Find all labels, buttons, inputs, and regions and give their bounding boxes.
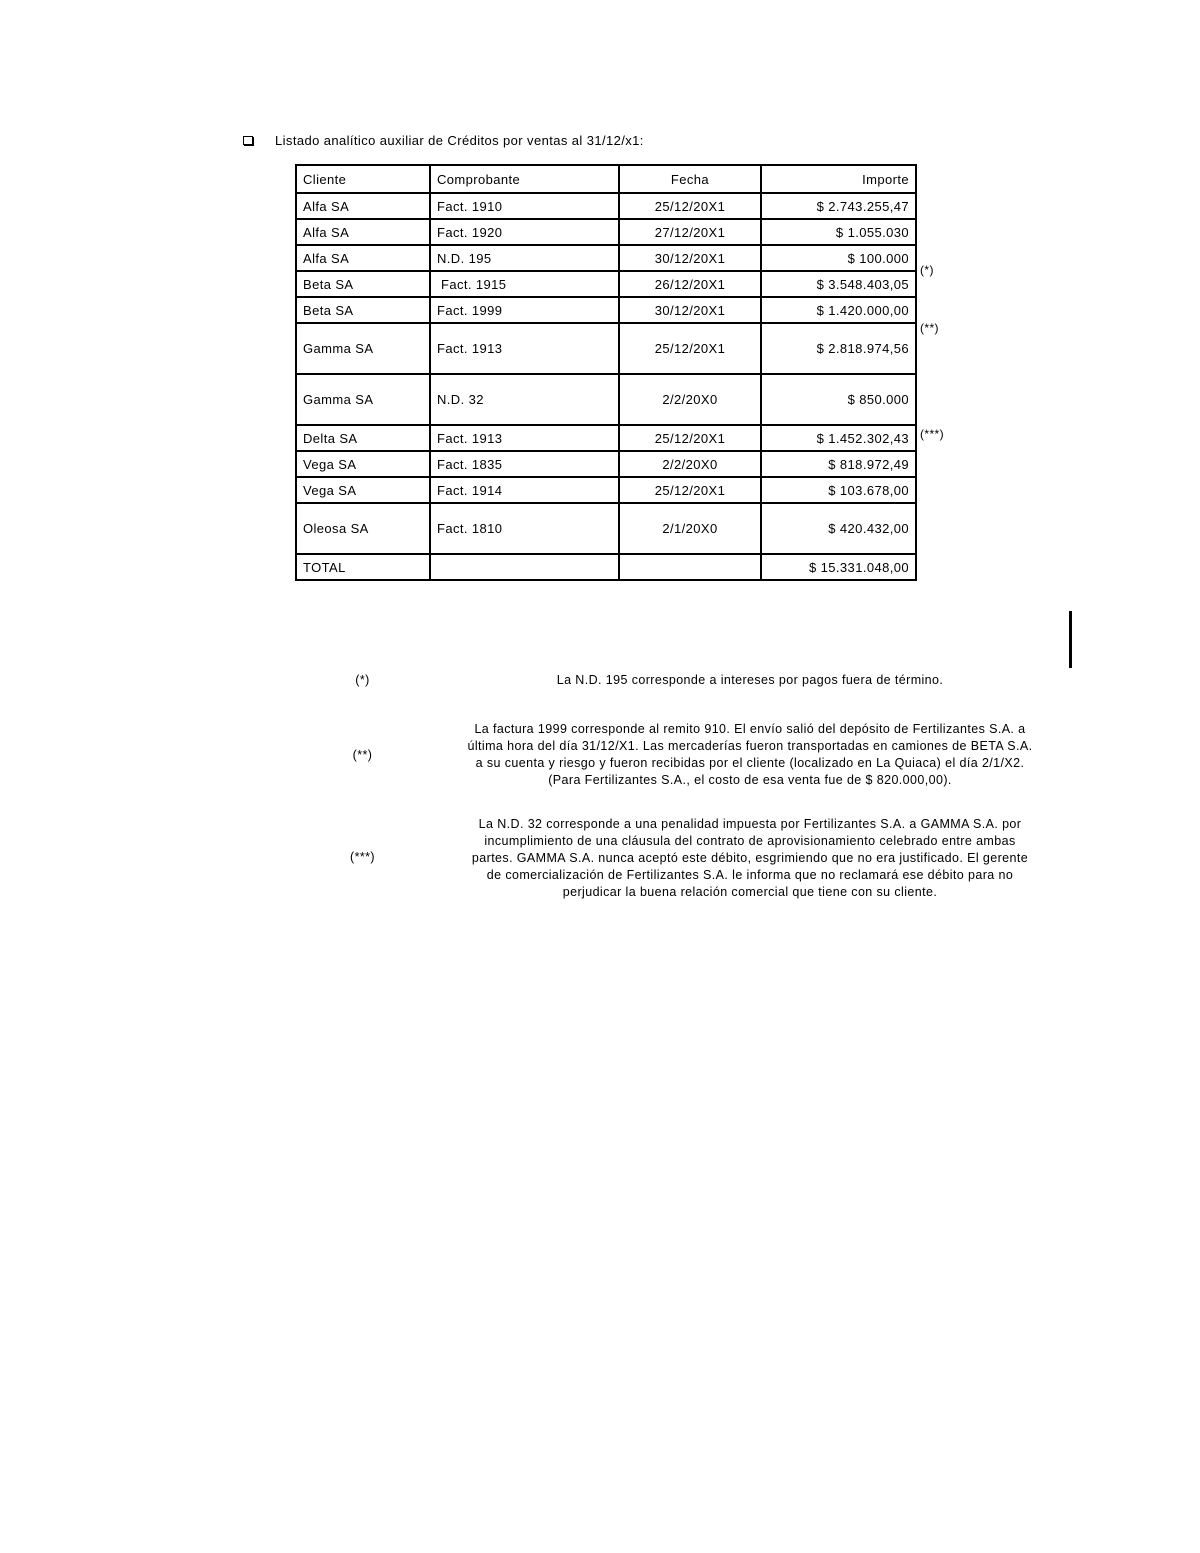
credits-ledger-table bbox=[295, 164, 917, 581]
table-row bbox=[296, 477, 916, 503]
cell-cliente: Beta SA bbox=[296, 297, 430, 323]
footnote-2-line: (Para Fertilizantes S.A., el costo de esa venta fue de $ 820.000,00). bbox=[548, 773, 952, 787]
footnote-1-line: La N.D. 195 corresponde a intereses por pagos fuera de término. bbox=[556, 673, 944, 687]
cell-importe: $ 1.420.000,00 bbox=[761, 297, 916, 323]
footnote-3-line: La N.D. 32 corresponde a una penalidad impuesta por Fertilizantes S.A. a GAMMA S.A. por bbox=[478, 817, 1022, 831]
footnote-1-text bbox=[436, 672, 1064, 689]
header-fecha: Fecha bbox=[619, 165, 761, 193]
cell-comprobante: Fact. 1999 bbox=[430, 297, 619, 323]
cell-importe: $ 420.432,00 bbox=[761, 503, 916, 554]
cell-fecha: 30/12/20X1 bbox=[619, 297, 761, 323]
footnote-2-text bbox=[436, 721, 1064, 789]
cell-comprobante: N.D. 32 bbox=[430, 374, 619, 425]
cell-cliente: Gamma SA bbox=[296, 374, 430, 425]
cell-fecha: 27/12/20X1 bbox=[619, 219, 761, 245]
footnote-2-line: La factura 1999 corresponde al remito 910. El envío salió del depósito de Fertilizantes S.A. a bbox=[474, 722, 1026, 736]
table-row bbox=[296, 245, 916, 271]
total-importe: $ 15.331.048,00 bbox=[761, 554, 916, 580]
cell-cliente: Alfa SA bbox=[296, 245, 430, 271]
cell-fecha: 2/2/20X0 bbox=[619, 374, 761, 425]
cell-importe: $ 1.452.302,43 bbox=[761, 425, 916, 451]
footnote-3-line: incumplimiento de una cláusula del contrato de aprovisionamiento celebrado entre ambas bbox=[484, 834, 1016, 848]
cell-cliente: Alfa SA bbox=[296, 193, 430, 219]
total-label: TOTAL bbox=[296, 554, 430, 580]
cell-importe: $ 850.000 bbox=[761, 374, 916, 425]
cell-importe: $ 818.972,49 bbox=[761, 451, 916, 477]
footnote-3-text bbox=[436, 816, 1064, 901]
table-row bbox=[296, 271, 916, 297]
cell-comprobante: Fact. 1920 bbox=[430, 219, 619, 245]
cell-fecha: 26/12/20X1 bbox=[619, 271, 761, 297]
cell-fecha: 30/12/20X1 bbox=[619, 245, 761, 271]
table-row bbox=[296, 219, 916, 245]
cell-importe: $ 1.055.030 bbox=[761, 219, 916, 245]
side-marker-3: (***) bbox=[920, 427, 945, 441]
cell-cliente: Vega SA bbox=[296, 477, 430, 503]
footnote-2-line: última hora del día 31/12/X1. Las mercaderías fueron transportadas en camiones de BETA S.A. bbox=[467, 739, 1033, 753]
cell-comprobante: Fact. 1914 bbox=[430, 477, 619, 503]
table-row bbox=[296, 451, 916, 477]
cell-comprobante: Fact. 1913 bbox=[430, 323, 619, 374]
table-row bbox=[296, 503, 916, 554]
cell-fecha: 25/12/20X1 bbox=[619, 477, 761, 503]
total-comprobante bbox=[430, 554, 619, 580]
header-importe: Importe bbox=[761, 165, 916, 193]
cell-comprobante: Fact. 1915 bbox=[430, 271, 619, 297]
footnote-2-line: a su cuenta y riesgo y fueron recibidas por el cliente (localizado en La Quiaca) el día 2/1/X2. bbox=[475, 756, 1025, 770]
checkbox-bullet-icon bbox=[243, 136, 253, 145]
cell-comprobante: Fact. 1810 bbox=[430, 503, 619, 554]
vertical-bar bbox=[1069, 611, 1072, 668]
footnote-3-line: de comercialización de Fertilizantes S.A. le informa que no reclamará ese débito para no bbox=[486, 868, 1014, 882]
cell-importe: $ 2.743.255,47 bbox=[761, 193, 916, 219]
table-row bbox=[296, 323, 916, 374]
cell-comprobante: Fact. 1835 bbox=[430, 451, 619, 477]
section-heading bbox=[243, 131, 644, 149]
side-marker-2: (**) bbox=[920, 321, 939, 335]
side-marker-1: (*) bbox=[920, 263, 934, 277]
cell-fecha: 25/12/20X1 bbox=[619, 193, 761, 219]
table-total-row bbox=[296, 554, 916, 580]
cell-importe: $ 3.548.403,05 bbox=[761, 271, 916, 297]
cell-importe: $ 2.818.974,56 bbox=[761, 323, 916, 374]
table-row bbox=[296, 425, 916, 451]
cell-comprobante: Fact. 1910 bbox=[430, 193, 619, 219]
cell-fecha: 2/2/20X0 bbox=[619, 451, 761, 477]
footnote-3-line: perjudicar la buena relación comercial que tiene con su cliente. bbox=[562, 885, 938, 899]
cell-comprobante: N.D. 195 bbox=[430, 245, 619, 271]
footnote-3-line: partes. GAMMA S.A. nunca aceptó este débito, esgrimiendo que no era justificado. El gerente bbox=[471, 851, 1029, 865]
footnote-1-mark: (*) bbox=[355, 673, 370, 687]
total-fecha bbox=[619, 554, 761, 580]
heading-text: Listado analítico auxiliar de Créditos por ventas al 31/12/x1: bbox=[275, 132, 644, 148]
cell-cliente: Oleosa SA bbox=[296, 503, 430, 554]
footnote-2-mark: (**) bbox=[352, 748, 373, 762]
cell-importe: $ 100.000 bbox=[761, 245, 916, 271]
cell-cliente: Alfa SA bbox=[296, 219, 430, 245]
cell-cliente: Beta SA bbox=[296, 271, 430, 297]
header-cliente: Cliente bbox=[296, 165, 430, 193]
cell-fecha: 2/1/20X0 bbox=[619, 503, 761, 554]
header-comprobante: Comprobante bbox=[430, 165, 619, 193]
cell-fecha: 25/12/20X1 bbox=[619, 323, 761, 374]
cell-importe: $ 103.678,00 bbox=[761, 477, 916, 503]
cell-cliente: Gamma SA bbox=[296, 323, 430, 374]
cell-fecha: 25/12/20X1 bbox=[619, 425, 761, 451]
table-row bbox=[296, 374, 916, 425]
cell-cliente: Vega SA bbox=[296, 451, 430, 477]
table-row bbox=[296, 297, 916, 323]
footnote-3-mark: (***) bbox=[350, 850, 375, 864]
table-header-row bbox=[296, 165, 916, 193]
cell-comprobante: Fact. 1913 bbox=[430, 425, 619, 451]
table-row bbox=[296, 193, 916, 219]
cell-cliente: Delta SA bbox=[296, 425, 430, 451]
